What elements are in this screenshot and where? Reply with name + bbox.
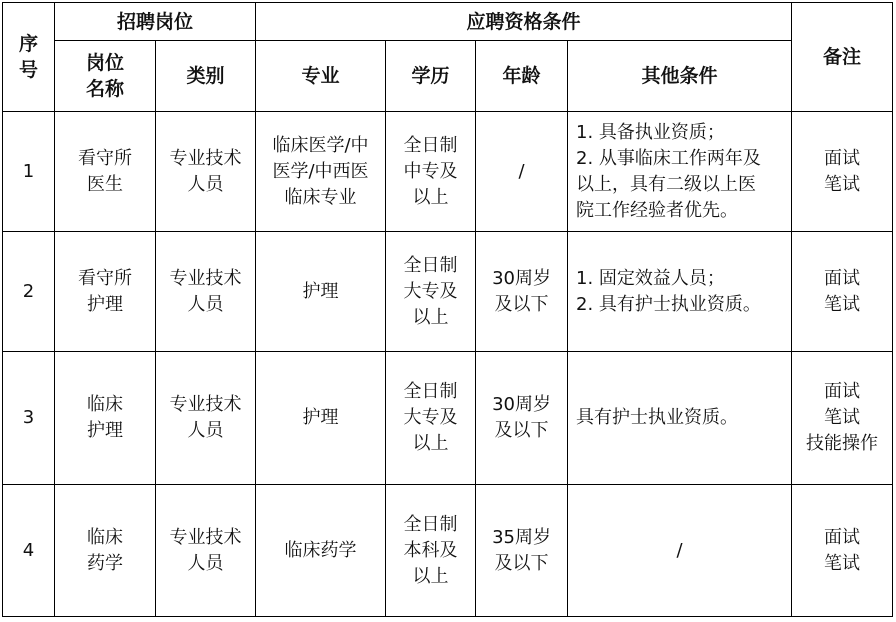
cell-category: 专业技术 人员 [156, 112, 256, 232]
recruitment-table [2, 2, 893, 617]
header-qualification-group: 应聘资格条件 [256, 3, 792, 41]
header-education: 学历 [386, 41, 476, 112]
cell-position-name: 临床 护理 [55, 352, 156, 485]
cell-seq: 4 [3, 485, 55, 617]
cell-seq: 3 [3, 352, 55, 485]
cell-position-name: 看守所 医生 [55, 112, 156, 232]
other-condition-item: 2. 具有护士执业资质。 [576, 293, 761, 315]
header-row-2 [3, 41, 893, 112]
cell-other-conditions [568, 352, 792, 485]
other-conditions-list [576, 405, 787, 431]
cell-education: 全日制 中专及 以上 [386, 112, 476, 232]
cell-major: 临床药学 [256, 485, 386, 617]
cell-position-name: 临床 药学 [55, 485, 156, 617]
cell-seq: 1 [3, 112, 55, 232]
table-row [3, 232, 893, 352]
cell-remarks: 面试 笔试 [792, 485, 893, 617]
header-other-conditions: 其他条件 [568, 41, 792, 112]
cell-remarks: 面试 笔试 技能操作 [792, 352, 893, 485]
cell-seq: 2 [3, 232, 55, 352]
cell-category: 专业技术 人员 [156, 352, 256, 485]
cell-remarks: 面试 笔试 [792, 232, 893, 352]
cell-age: 35周岁 及以下 [476, 485, 568, 617]
cell-remarks: 面试 笔试 [792, 112, 893, 232]
cell-category: 专业技术 人员 [156, 232, 256, 352]
cell-other-conditions [568, 112, 792, 232]
other-conditions-list [576, 266, 787, 318]
cell-major: 护理 [256, 232, 386, 352]
cell-other-conditions [568, 232, 792, 352]
header-category: 类别 [156, 41, 256, 112]
header-row-1 [3, 3, 893, 41]
header-position-group: 招聘岗位 [55, 3, 256, 41]
cell-major: 护理 [256, 352, 386, 485]
table-row [3, 485, 893, 617]
table-row [3, 352, 893, 485]
other-condition-item: 2. 从事临床工作两年及 以上，具有二级以上医 院工作经验者优先。 [576, 147, 761, 221]
cell-age: 30周岁 及以下 [476, 232, 568, 352]
header-position-name: 岗位 名称 [55, 41, 156, 112]
header-major: 专业 [256, 41, 386, 112]
cell-age: 30周岁 及以下 [476, 352, 568, 485]
cell-position-name: 看守所 护理 [55, 232, 156, 352]
other-condition-item: 1. 具备执业资质； [576, 121, 725, 143]
header-remarks: 备注 [792, 3, 893, 112]
other-condition-item: 具有护士执业资质。 [576, 407, 739, 428]
cell-other-conditions: / [568, 485, 792, 617]
cell-age: / [476, 112, 568, 232]
cell-education: 全日制 本科及 以上 [386, 485, 476, 617]
other-condition-item: 1. 固定效益人员； [576, 267, 725, 289]
header-age: 年龄 [476, 41, 568, 112]
header-seq: 序 号 [3, 3, 55, 112]
cell-education: 全日制 大专及 以上 [386, 352, 476, 485]
table-row [3, 112, 893, 232]
cell-education: 全日制 大专及 以上 [386, 232, 476, 352]
cell-major: 临床医学/中 医学/中西医 临床专业 [256, 112, 386, 232]
cell-category: 专业技术 人员 [156, 485, 256, 617]
other-conditions-list [576, 120, 787, 224]
